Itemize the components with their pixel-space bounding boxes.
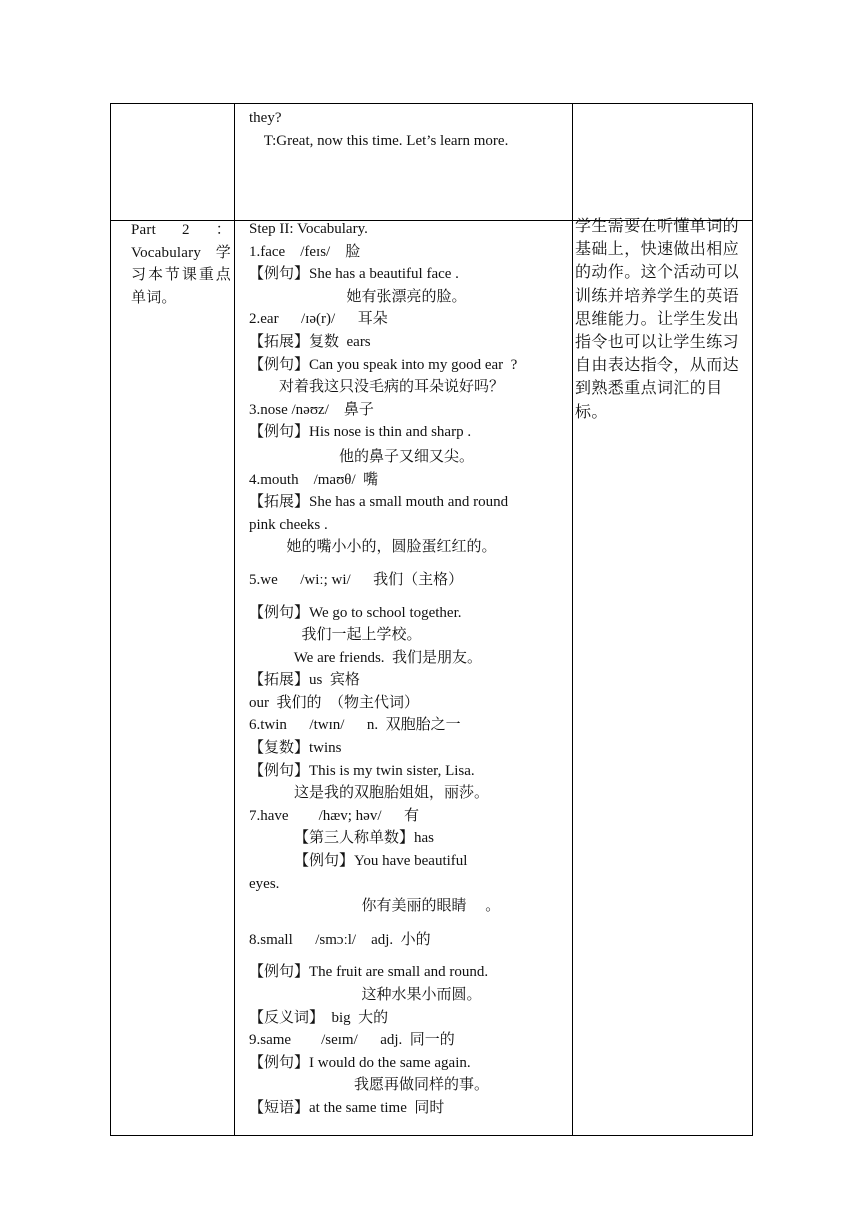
vocab-line: 【例句】His nose is thin and sharp .	[249, 424, 472, 441]
row2-objective-cell	[131, 219, 231, 339]
vocab-line: 他的鼻子又细又尖。	[249, 448, 475, 465]
vocab-line: 我愿再做同样的事。	[249, 1077, 490, 1094]
vocab-line: our 我们的 （物主代词）	[249, 694, 419, 711]
vocab-line: pink cheeks .	[249, 516, 328, 533]
column-divider-1	[234, 103, 235, 1136]
vocab-line: 6.twin /twɪn/ n. 双胞胎之一	[249, 717, 461, 734]
vocab-line: 【拓展】She has a small mouth and round	[249, 494, 509, 511]
table-bottom-border	[110, 1135, 753, 1136]
vocab-line: 【短语】at the same time 同时	[249, 1099, 445, 1116]
vocab-line: 【拓展】复数 ears	[249, 333, 371, 350]
vocab-line: 【第三人称单数】has	[249, 830, 434, 847]
vocab-line: 这是我的双胞胎姐姐，丽莎。	[249, 785, 490, 802]
vocab-line: 2.ear /ɪə(r)/ 耳朵	[249, 311, 388, 328]
vocab-line: 【例句】You have beautiful	[249, 853, 468, 870]
vocab-line: 【例句】The fruit are small and round.	[249, 964, 489, 981]
vocab-line: eyes.	[249, 875, 280, 892]
vocab-line: 【复数】twins	[249, 740, 342, 757]
column-divider-2	[572, 103, 573, 1136]
row1-line: they?	[249, 110, 282, 126]
vocab-line: 8.small /smɔːl/ adj. 小的	[249, 931, 431, 948]
row1-procedure-cell	[249, 107, 571, 217]
vocab-line: 你有美丽的眼睛 。	[249, 898, 501, 915]
vocab-line: 【例句】She has a beautiful face .	[249, 266, 459, 283]
vocab-line: 1.face /feɪs/ 脸	[249, 243, 361, 260]
table-left-border	[110, 103, 111, 1136]
design-intent-text: 学生需要在听懂单词的基础上，快速做出相应的动作。这个活动可以训练并培养学生的英语思维能力。让学生发出指令也可以让学生练习自由表达指令，从而达到熟悉重点词汇的目标。	[575, 218, 740, 421]
vocab-line: 我们一起上学校。	[249, 627, 422, 644]
vocab-line: 【例句】We go to school together.	[249, 604, 462, 621]
vocab-line: 【拓展】us 宾格	[249, 672, 360, 689]
vocab-line: 【例句】I would do the same again.	[249, 1054, 471, 1071]
vocab-line: We are friends. 我们是朋友。	[249, 649, 483, 666]
vocab-line: 9.same /seɪm/ adj. 同一的	[249, 1032, 455, 1049]
vocab-line: 3.nose /nəʊz/ 鼻子	[249, 401, 374, 418]
table-top-border	[110, 103, 753, 104]
vocab-line: 7.have /hæv; həv/ 有	[249, 807, 419, 824]
vocab-line: 【例句】This is my twin sister, Lisa.	[249, 762, 475, 779]
row2-design-intent-cell	[575, 215, 751, 445]
row2-procedure-cell	[249, 218, 571, 1133]
vocab-line: 5.we /wiː; wi/ 我们（主格）	[249, 571, 464, 588]
vocab-line: 【反义词】 big 大的	[249, 1009, 389, 1026]
vocab-line: 她有张漂亮的脸。	[249, 288, 467, 305]
vocab-line: 【例句】Can you speak into my good ear ?	[249, 356, 518, 373]
vocab-line: 对着我这只没毛病的耳朵说好吗？	[249, 379, 505, 396]
row1-line: T:Great, now this time. Let’s learn more.	[249, 132, 509, 149]
vocab-line: 她的嘴小小的，圆脸蛋红红的。	[249, 539, 497, 556]
part-objective-text: Part 2 ：Vocabulary 学习本节课重点单词。	[131, 222, 231, 306]
vocab-line: 4.mouth /maʊθ/ 嘴	[249, 471, 379, 488]
table-right-border	[752, 103, 753, 1136]
step-heading: Step II: Vocabulary.	[249, 221, 368, 237]
vocab-line: 这种水果小而圆。	[249, 987, 482, 1003]
